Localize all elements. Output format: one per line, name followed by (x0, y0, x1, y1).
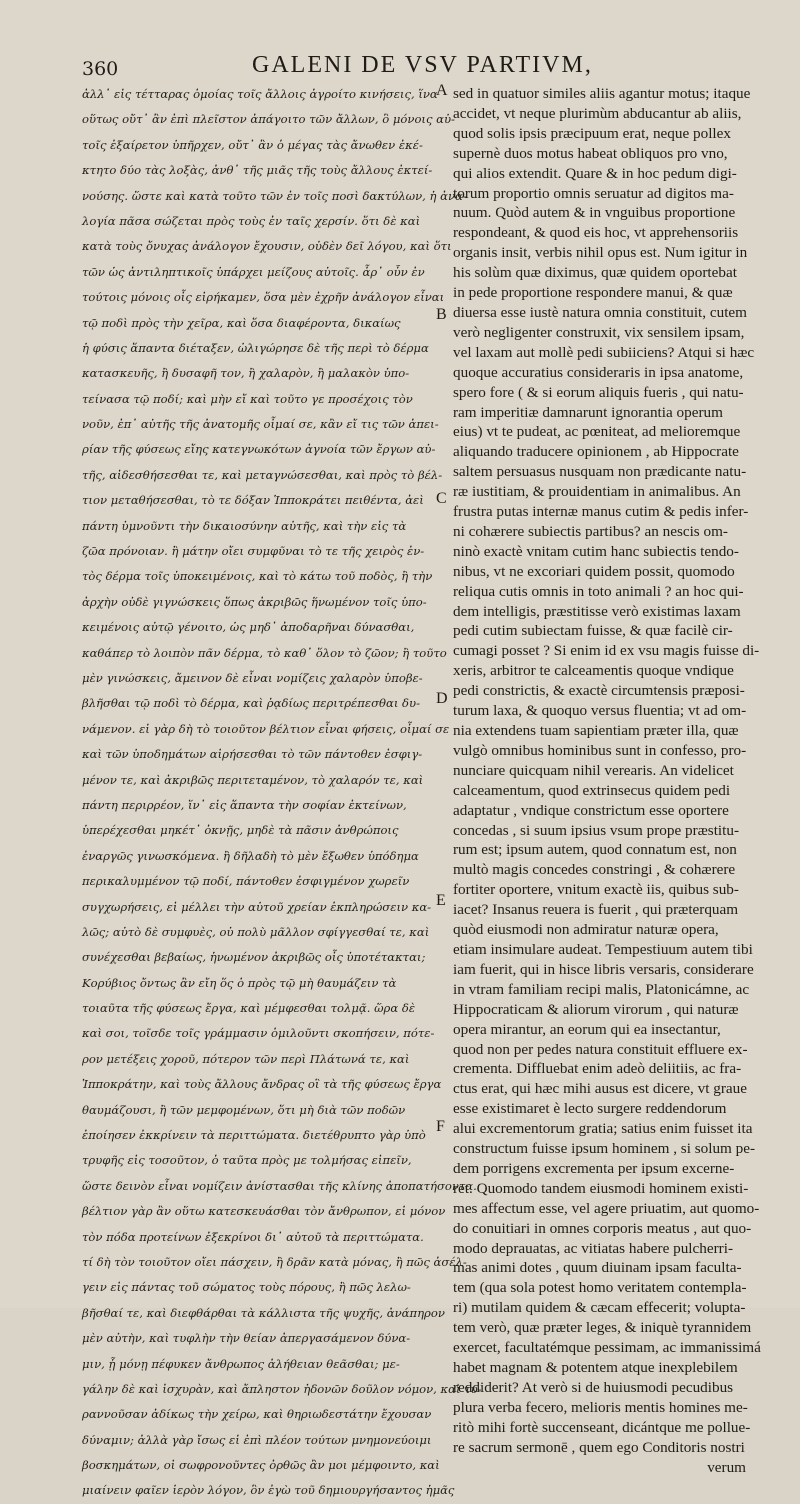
latin-text-line: re sacrum sermonē , quem ego Conditoris nostri (453, 1438, 745, 1456)
latin-text-line: quod solis ipsis præcipuum erat, neque pollex (453, 124, 731, 142)
greek-text-line: συνέχεσθαι βεβαίως, ἡνωμένον ἀκριβῶς οἷς ὑποτέτακται; (82, 950, 426, 965)
greek-text-line: μιαίνειν φαῖεν ἱερὸν λόγον, ὃν ἐγὼ τοῦ δημιουργήσαντος ἡμᾶς (82, 1483, 455, 1498)
greek-text-line: βλῆσθαι τῷ ποδὶ τὸ δέρμα, καὶ ῥᾳδίως περιτρέπεσθαι δυ- (82, 696, 421, 711)
greek-text-line: τῷ ποδὶ πρὸς τὴν χεῖρα, καὶ ὅσα διαφέροντα, δικαίως (82, 315, 401, 330)
latin-text-line: mas animi dotes , quum diuinam ipsam faculta- (453, 1259, 742, 1277)
catchword: verum (707, 1458, 746, 1476)
greek-text-line: συγχωρήσεις, εἰ μέλλει τὴν αὐτοῦ χρείαν ἐκπληρώσειν κα- (82, 899, 432, 914)
latin-text-line: organis insit, verbis nihil opus est. Num igitur in (453, 244, 748, 262)
greek-text-line: οὕτως οὔτ᾽ ἂν ἐπὶ πλεῖστον ἀπάγοιτο τῶν ἄλλων, ὃ μόνοις αὐ- (82, 112, 455, 127)
latin-text-line: verò negligenter construxit, vix sensilem ipsam, (453, 323, 745, 341)
greek-text-line: τιον μεταθήσεσθαι, τὸ τε δόξαν Ἱπποκράτει πειθέντα, ἀεὶ (82, 493, 424, 508)
greek-text-line: ἐποίησεν ἐκκρίνειν τὰ περιττώματα. διετέθρυπτο γὰρ ὑπὸ (82, 1128, 426, 1143)
greek-text-line: τούτοις μόνοις οἷς εἰρήκαμεν, ὅσα μὲν ἐχρῆν ἀνάλογον εἶναι (82, 290, 445, 305)
greek-text-line: τῆς, αἰδεσθήσεσθαι τε, καὶ μεταγνώσεσθαι, καὶ πρὸς τὸ βέλ- (82, 467, 443, 482)
greek-text-line: καθάπερ τὸ λοιπὸν πᾶν δέρμα, τὸ καθ᾽ ὅλον τὸ ζῶον; ἢ τοῦτο (82, 645, 447, 660)
greek-text-line: νάμενον. εἰ γὰρ δὴ τὸ τοιοῦτον βέλτιον εἶναι φήσεις, οἶμαί σε (82, 721, 450, 736)
greek-text-line: κειμένοις αὐτῷ γένοιτο, ὡς μηδ᾽ ἀποδαρῆναι δύνασθαι, (82, 620, 415, 635)
greek-text-line: μὲν γινώσκεις, ἄμεινον δὲ εἶναι νομίζεις χαλαρὸν ὑποβε- (82, 670, 423, 685)
latin-text-line: plura verba fecero, melioris mentis homines me- (453, 1398, 748, 1416)
latin-text-line: ram imperitiæ damnarunt ignorantia operum (453, 403, 723, 421)
latin-text-line: frustra putas internæ manus cutim & pedis infer- (453, 503, 749, 521)
greek-text-line: νούσης. ὥστε καὶ κατὰ τοῦτο τῶν ἐν τοῖς ποσὶ δακτύλων, ἡ ἀνα- (82, 188, 467, 203)
latin-text-line: ret. Quomodo tandem eiusmodi hominem existi- (453, 1179, 749, 1197)
greek-text-line: ἐναργῶς γινωσκόμενα. ἢ δῆλαδὴ τὸ μὲν ἔξωθεν ὑπόδημα (82, 848, 419, 863)
latin-text-line: ctus erat, qui hæc mihi ausus est dicere, vt graue (453, 1080, 747, 1098)
latin-text-line: iam fuerit, qui in hisce libris versaris, considerare (453, 960, 754, 978)
latin-text-line: mes affectum esse, vel agere priuatim, aut quomo- (453, 1199, 760, 1217)
latin-text-line: do conuitiari in omnes corporis meatus , aut quo- (453, 1219, 752, 1237)
latin-text-line: concedas , si suum ipsius vsum prope præstitu- (453, 821, 740, 839)
latin-text-line: pedi cutim subiectam fuisse, & quæ facilè cir- (453, 622, 733, 640)
section-marker-b: B (436, 306, 447, 323)
latin-text-line: multò magis concedes constringi , & cohærere (453, 861, 736, 879)
latin-text-line: reddiderit? At verò si de huiusmodi pecudibus (453, 1378, 734, 1396)
latin-text-line: tem (qua sola potest homo veritatem contempla- (453, 1279, 747, 1297)
section-marker-d: D (436, 690, 448, 707)
greek-text-line: βοσκημάτων, οἱ σωφρονοῦντες ὀρθῶς ἂν μοι μέμφοιντο, καὶ (82, 1458, 440, 1473)
latin-text-line: his solùm quæ diximus, quæ quidem oportebat (453, 264, 737, 282)
greek-text-line: ἀλλ᾽ εἰς τέτταρας ὁμοίας τοῖς ἄλλοις ἀγροίτο κινήσεις, ἵνα (82, 87, 438, 101)
latin-text-line: cumagi posset ? Si enim id ex vsu magis fuisse di- (453, 642, 760, 660)
latin-text-column (453, 84, 786, 1477)
latin-text-line: spero fore ( & si eorum aliquis fueris , qui natu- (453, 383, 744, 401)
running-title: GALENI DE VSV PARTIVM, (252, 52, 593, 78)
latin-text-line: ri) mutilam quidem & cæcam effecerit; volupta- (453, 1299, 746, 1317)
greek-text-line: κατὰ τοὺς ὄνυχας ἀνάλογον ἔχουσιν, οὐδὲν δεῖ λόγου, καὶ ὅτι (82, 239, 452, 254)
latin-text-line: nibus, vt ne excoriari quidem possit, quomodo (453, 562, 735, 580)
latin-text-line: calceamentum, quod extrinsecus quidem pedi (453, 781, 731, 799)
latin-text-line: dem intelligis, præstitisse verò existimas laxam (453, 602, 741, 620)
latin-text-line: supernè duos motus habeat obliquos pro vno, (453, 144, 728, 162)
greek-text-line: πάντη περιρρέον, ἵν᾽ εἰς ἅπαντα τὴν σοφίαν ἐκτείνων, (82, 797, 407, 812)
latin-text-line: iacet? Insanus reuera is fuerit , qui præterquam (453, 901, 739, 919)
latin-text-line: constructum fuisse ipsum hominem , si solum pe- (453, 1140, 756, 1158)
latin-text-line: ninò exactè vnitam cutim hanc subiectis tendo- (453, 542, 739, 560)
greek-text-column (82, 82, 482, 1504)
latin-text-line: reliqua cutis omnis in toto animali ? an hoc qui- (453, 582, 744, 600)
page-number: 360 (82, 58, 119, 80)
latin-text-line: esse existimaret è lecto surgere reddendorum (453, 1100, 727, 1118)
greek-text-line: Κορύβιος ὄντως ἂν εἴη ὅς ὁ πρὸς τῷ μὴ θαυμάζειν τὰ (82, 975, 397, 990)
greek-text-line: τί δὴ τὸν τοιοῦτον οἴει πάσχειν, ἢ δρᾶν κατὰ μόνας, ἢ πῶς ἀσέλ- (82, 1254, 467, 1269)
greek-text-line: ἀρχὴν οὐδὲ γιγνώσκεις ὅπως ἀκριβῶς ἥνωμένον τοῖς ὑπο- (82, 594, 427, 609)
greek-text-line: μιν, ᾗ μόνῃ πέφυκεν ἄνθρωπος ἀλήθειαν θεᾶσθαι; με- (82, 1356, 400, 1371)
greek-text-line: πάντη ὑμνοῦντι τὴν δικαιοσύνην αὐτῆς, καὶ τὴν εἰς τὰ (82, 518, 407, 533)
latin-text-line: sed in quatuor similes aliis agantur motus; itaque (453, 85, 751, 102)
latin-text-line: exercet, facultatémque pessimam, ac immanissimá (453, 1339, 761, 1357)
latin-text-line: quod non per pedes natura constituit effluere ex- (453, 1040, 748, 1058)
latin-text-line: aliquando traducere opinionem , ab Hippocrate (453, 443, 739, 461)
greek-text-line: ρίαν τῆς φύσεως εἴης κατεγνωκότων ἀγνοία τῶν ἔργων αὐ- (82, 442, 436, 457)
latin-text-line: in vtram familiam recipi malis, Platonicámne, ac (453, 980, 750, 998)
section-marker-f: F (436, 1118, 445, 1135)
latin-text-line: xeris, arbitror te calceamentis quoque vndique (453, 662, 734, 680)
greek-text-line: καὶ σοι, τοῖσδε τοῖς γράμμασιν ὁμιλοῦντι σκοπήσειν, πότε- (82, 1026, 435, 1041)
greek-text-line: ρον μετέξεις χοροῦ, πότερον τῶν περὶ Πλάτωνά τε, καὶ (82, 1051, 410, 1066)
greek-text-line: κτητο δύο τὰς λοξὰς, ἀνθ᾽ τῆς μιᾶς τῆς τοὺς ἄλλους ἐκτεί- (82, 163, 433, 178)
latin-text-line: rum est; ipsum autem, quod connatum est, non (453, 841, 737, 859)
greek-text-line: Ἱπποκράτην, καὶ τοὺς ἄλλους ἄνδρας οἳ τὰ τῆς φύσεως ἔργα (82, 1077, 442, 1092)
latin-text-line: pedi constrictis, & exactè circumtensis præposi- (453, 682, 745, 700)
latin-text-line: nia extendens tuam sapientiam præter illa, quæ (453, 722, 739, 739)
latin-text-line: in pede proportione respondere manui, & quæ (453, 284, 733, 302)
latin-text-line: fortiter oportere, vnitum exactè iis, quibus sub- (453, 881, 739, 899)
greek-text-line: γάλην δὲ καὶ ἰσχυρὰν, καὶ ἄπληστον ἡδονῶν δοῦλον νόμον, καὶ τυ- (82, 1381, 482, 1396)
greek-text-line: τῶν ὡς ἀντιληπτικοῖς ὑπάρχει μείζους αὐτοῖς. ἆρ᾽ οὖν ἐν (82, 264, 425, 279)
greek-text-line: τρυφῆς εἰς τοσοῦτον, ὁ ταῦτα πρὸς με τολμήσας εἰπεῖν, (82, 1153, 412, 1168)
greek-text-line: τὸς δέρμα τοῖς ὑποκειμένοις, καὶ τὸ κάτω τοῦ ποδὸς, ἢ τὴν (82, 569, 433, 584)
latin-text-line: vel laxam aut mollè pedi subiiciens? Atqui si hæc (453, 343, 755, 361)
latin-text-line: diuersa esse iustè natura omnia constituit, cutem (453, 303, 747, 321)
greek-text-line: λογία πᾶσα σώζεται πρὸς τοὺς ἐν ταῖς χερσίν. ὅτι δὲ καὶ (82, 213, 421, 228)
latin-text-line: ni cohærere subiectis partibus? an nescis om- (453, 522, 728, 540)
greek-text-line: δύναμιν; ἀλλὰ γὰρ ἴσως εἰ ἐπὶ πλέον τούτων μνημονεύοιμι (82, 1432, 432, 1447)
latin-text-line: qui alios extendit. Quare & in hoc pedum digi- (453, 164, 737, 182)
greek-text-line: ὥστε δεινὸν εἶναι νομίζειν ἀνίστασθαι τῆς κλίνης ἀποπατήσοντα. (82, 1178, 477, 1193)
latin-text-line: tem verò, quæ præter leges, & iniquè tyrannidem (453, 1319, 752, 1337)
greek-text-line: τείνασα τῷ ποδί; καὶ μὴν εἴ καὶ τοῦτο γε προσέχοις τὸν (82, 391, 413, 406)
latin-text-line: crementa. Diffluebat enim adeò deliitiis, ac fra- (453, 1060, 742, 1078)
latin-text-line: vulgò omnibus hominibus sunt in confesso, pro- (453, 741, 747, 759)
latin-text-line: saltem persuasus nusquam non prædicante natu- (453, 463, 747, 481)
greek-text-line: ἡ φύσις ἅπαντα διέταξεν, ὠλιγώρησε δὲ τῆς περὶ τὸ δέρμα (82, 340, 429, 355)
latin-text-line: nunciare quicquam nihil verearis. An videlicet (453, 761, 734, 779)
section-marker-a: A (436, 82, 448, 99)
latin-text-line: ritò mihi fortè succenseant, dicántque me pollue- (453, 1418, 751, 1436)
latin-text-line: modo deprauatas, ac vitiatas habere pulcherri- (453, 1239, 733, 1257)
greek-text-line: βῆσθαί τε, καὶ διεφθάρθαι τὰ κάλλιστα τῆς ψυχῆς, ἀνάπηρον (82, 1305, 445, 1320)
latin-text-line: alui excrementorum gratia; satius enim fuisset ita (453, 1120, 753, 1138)
greek-text-line: νοῦν, ἐπ᾽ αὐτῆς τῆς ἀνατομῆς οἶμαί σε, κἂν εἴ τις τῶν ἀπει- (82, 417, 439, 432)
latin-text-line: Hippocraticam & aliorum virorum , qui naturæ (453, 1000, 739, 1018)
latin-text-line: nuum. Quòd autem & in vnguibus proportione (453, 204, 736, 222)
greek-text-line: τὸν πόδα προτείνων ἐξεκρίνοι δι᾽ αὐτοῦ τὰ περιττώματα. (82, 1229, 424, 1244)
latin-text-line: turum laxa, & quoquo versus fluentia; vt ad om- (453, 702, 747, 720)
latin-text-line: ræ iustitiam, & prouidentiam in animalibus. An (453, 483, 741, 501)
greek-text-line: ραννοῦσαν ἀδίκως τὴν χείρω, καὶ θηριωδεστάτην ἔχουσαν (82, 1407, 432, 1422)
latin-text-line: respondeant, & quod eis hoc, vt apprehensoriis (453, 224, 739, 242)
latin-text-line: dem porrigens excrementa per ipsum excerne- (453, 1159, 735, 1177)
greek-text-line: μένον τε, καὶ ἀκριβῶς περιτεταμένον, τὸ χαλαρόν τε, καὶ (82, 772, 424, 787)
greek-text-line: κατασκευῆς, ἢ δυσαφῆ τον, ἢ χαλαρὸν, ἢ μαλακὸν ὑπο- (82, 366, 410, 381)
latin-text-line: etiam insimulare audeat. Tempestiuum autem tibi (453, 940, 753, 958)
greek-text-line: ὑπερέχεσθαι μηκέτ᾽ ὀκνῇς, μηδὲ τὰ πᾶσιν ἀνθρώποις (82, 823, 399, 838)
latin-text-line: habet magnam & potentem atque inexplebilem (453, 1359, 738, 1376)
latin-text-line: eius) vt te pudeat, ac pœniteat, ad melioremque (453, 423, 741, 441)
latin-text-line: torum proportio omnis seruatur ad digitos ma- (453, 184, 734, 202)
latin-text-line: quoque accuratius consideraris in ipsa anatome, (453, 363, 744, 381)
latin-text-line: opera mirantur, an eorum qui ea insectantur, (453, 1020, 721, 1038)
latin-text-line: adaptatur , vndique constrictum esse oportere (453, 801, 729, 819)
section-marker-c: C (436, 490, 447, 507)
greek-text-line: βέλτιον γὰρ ἂν οὕτω κατεσκευάσθαι τὸν ἄνθρωπον, εἰ μόνον (82, 1204, 446, 1219)
greek-text-line: γειν εἰς πάντας τοῦ σώματος τοὺς πόρους, ἢ πῶς λελω- (82, 1280, 411, 1295)
page-header (0, 52, 800, 86)
greek-text-line: τοῖς ἐξαίρετον ὑπῆρχεν, οὔτ᾽ ἂν ὁ μέγας τὰς ἄνωθεν ἐκέ- (82, 137, 423, 152)
section-marker-e: E (436, 892, 446, 909)
greek-text-line: περικαλυμμένον τῷ ποδί, πάντοθεν ἐσφιγμένον χωρεῖν (82, 874, 410, 889)
greek-text-line: ζῶα πρόνοιαν. ἢ μάτην οἴει συμφῦναι τὸ τε τῆς χειρὸς ἐν- (82, 544, 425, 559)
greek-text-line: καὶ τῶν ὑποδημάτων αἱρήσεσθαι τὸ τῶν πάντοθεν ἐσφιγ- (82, 747, 423, 762)
greek-text-line: θαυμάζουσι, ἢ τῶν μεμφομένων, ὅτι μὴ διὰ τῶν ποδῶν (82, 1102, 406, 1117)
greek-text-line: τοιαῦτα τῆς φύσεως ἔργα, καὶ μέμφεσθαι τολμᾷ. ὥρα δὲ (82, 1001, 416, 1016)
greek-text-line: λῶς; αὐτὸ δὲ συμφυὲς, οὐ πολὺ μᾶλλον σφίγγεσθαί τε, καὶ (82, 924, 430, 939)
latin-text-line: accidet, vt neque plurimùm abducantur ab aliis, (453, 104, 742, 122)
greek-text-line: μὲν αὐτὴν, καὶ τυφλὴν τὴν θείαν ἀπεργασάμενον δύνα- (82, 1331, 411, 1346)
latin-text-line: quòd eiusmodi non admiratur naturæ opera, (453, 921, 719, 939)
